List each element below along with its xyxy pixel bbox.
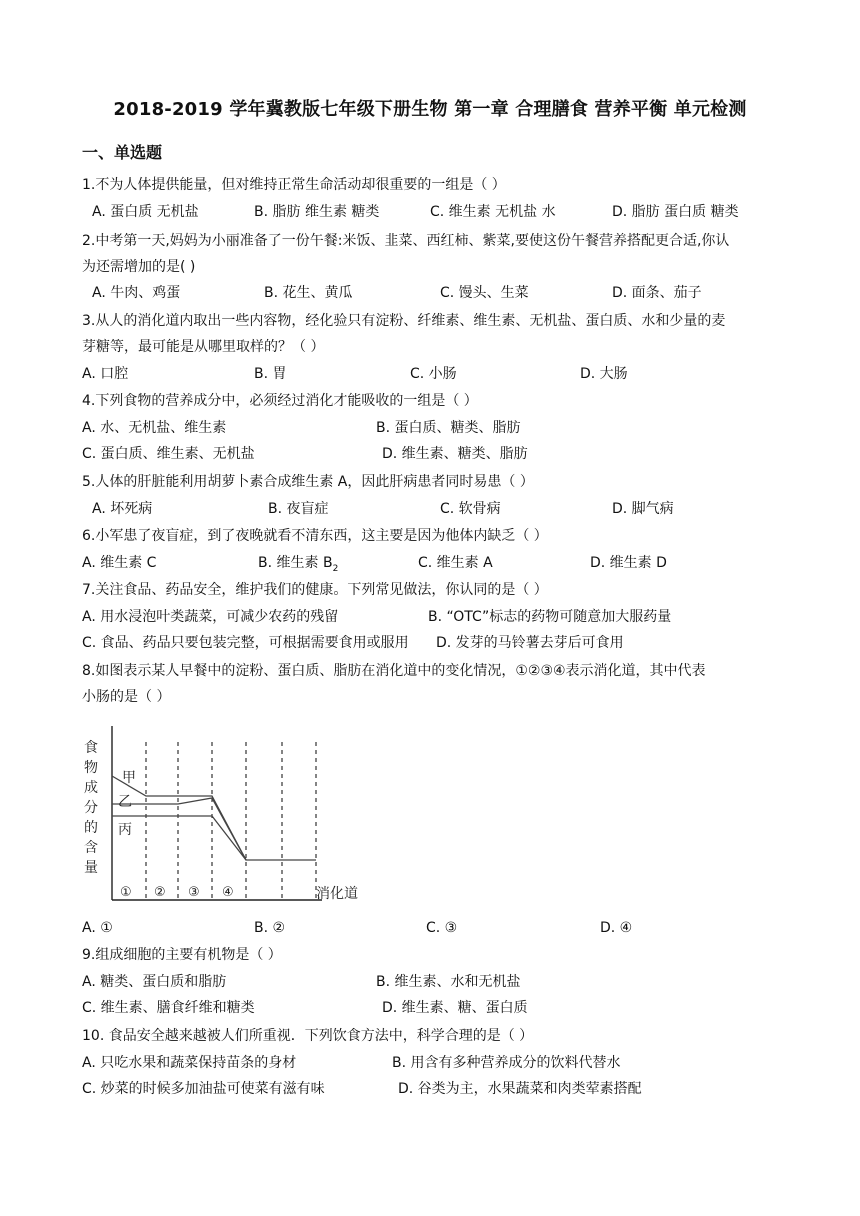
- question-2-stem-line1: 2.中考第一天,妈妈为小丽准备了一份午餐:米饭、韭菜、西红柿、紫菜,要使这份午餐营养搭配更合适,你认: [82, 233, 730, 249]
- option-c: C. 维生素 A: [418, 555, 493, 571]
- option-b: B. 维生素、水和无机盐: [376, 974, 521, 990]
- option-b: B. 夜盲症: [268, 501, 329, 517]
- question-3-stem-line2: 芽糖等，最可能是从哪里取样的？（ ）: [82, 339, 325, 355]
- curve-label-bing: 丙: [118, 822, 132, 838]
- y-axis-char: 成: [84, 780, 98, 796]
- option-d: D. 面条、茄子: [612, 285, 702, 301]
- option-b: B. 维生素 $B_2$: [258, 555, 339, 574]
- option-d: D. 发芽的马铃薯去芽后可食用: [436, 635, 624, 651]
- y-axis-char: 物: [84, 760, 98, 776]
- option-c: C. 食品、药品只要包装完整，可根据需要食用或服用: [82, 635, 409, 651]
- option-d: D. 谷类为主，水果蔬菜和肉类荤素搭配: [398, 1081, 642, 1097]
- y-axis-char: 量: [84, 860, 98, 876]
- question-9-options-row2: [82, 996, 782, 1020]
- question-4-stem: 4.下列食物的营养成分中，必须经过消化才能吸收的一组是（ ）: [82, 393, 478, 409]
- option-a: A. 坏死病: [92, 501, 153, 517]
- option-d: D. 脚气病: [612, 501, 674, 517]
- question-8-options: [82, 916, 782, 940]
- option-a: A. 用水浸泡叶类蔬菜，可减少农药的残留: [82, 609, 339, 625]
- option-c: C. 小肠: [410, 366, 457, 382]
- option-c: C. 炒菜的时候多加油盐可使菜有滋有味: [82, 1081, 325, 1097]
- option-d: D. ④: [600, 920, 633, 936]
- question-6-stem: 6.小军患了夜盲症，到了夜晚就看不清东西，这主要是因为他体内缺乏（ ）: [82, 528, 548, 544]
- option-d: D. 大肠: [580, 366, 628, 382]
- y-axis-char: 含: [84, 840, 98, 856]
- option-b: B. 蛋白质、糖类、脂肪: [376, 420, 521, 436]
- option-d: D. 维生素、糖类、脂肪: [382, 446, 528, 462]
- option-a: A. 蛋白质 无机盐: [92, 204, 199, 220]
- question-3-options: [82, 362, 782, 386]
- question-5-options: [82, 497, 782, 521]
- option-c: C. 蛋白质、维生素、无机盐: [82, 446, 255, 462]
- y-axis-char: 的: [84, 820, 98, 836]
- option-b: B. “OTC”标志的药物可随意加大服药量: [428, 609, 672, 625]
- question-4-options-row1: [82, 416, 782, 440]
- option-a: A. 牛肉、鸡蛋: [92, 285, 181, 301]
- question-9-options-row1: [82, 970, 782, 994]
- x-axis-label: 消化道: [316, 886, 358, 902]
- question-10-options-row1: [82, 1051, 782, 1075]
- question-7-stem: 7.关注食品、药品安全，维护我们的健康。下列常见做法，你认同的是（ ）: [82, 582, 548, 598]
- option-b: B. 脂肪 维生素 糖类: [254, 204, 380, 220]
- option-b: B. 胃: [254, 366, 287, 382]
- question-2-options: [82, 281, 782, 305]
- option-a: A. 口腔: [82, 366, 129, 382]
- option-c: C. 维生素 无机盐 水: [430, 204, 556, 220]
- option-c: C. 维生素、膳食纤维和糖类: [82, 1000, 255, 1016]
- option-c: C. ③: [426, 920, 458, 936]
- option-a: A. 维生素 C: [82, 555, 157, 571]
- option-a: A. ①: [82, 920, 113, 936]
- option-c: C. 软骨病: [440, 501, 501, 517]
- curve-label-yi: 乙: [118, 794, 132, 810]
- option-a: A. 只吃水果和蔬菜保持苗条的身材: [82, 1055, 297, 1071]
- option-b: B. 用含有多种营养成分的饮料代替水: [392, 1055, 621, 1071]
- option-d: D. 维生素 D: [590, 555, 667, 571]
- question-1-stem: 1.不为人体提供能量，但对维持正常生命活动却很重要的一组是（ ）: [82, 177, 506, 193]
- curve-yi: [112, 798, 246, 860]
- y-axis-label: [84, 740, 102, 876]
- question-7-options-row2: [82, 631, 782, 655]
- question-8-stem-line1: 8.如图表示某人早餐中的淀粉、蛋白质、脂肪在消化道中的变化情况，①②③④表示消化道，其中代表: [82, 663, 706, 679]
- section-label-4: ④: [222, 885, 234, 900]
- option-d: D. 脂肪 蛋白质 糖类: [612, 204, 739, 220]
- document-title: 2018-2019 学年冀教版七年级下册生物 第一章 合理膳食 营养平衡 单元检测: [113, 99, 747, 120]
- question-3-stem-line1: 3.从人的消化道内取出一些内容物，经化验只有淀粉、纤维素、维生素、无机盐、蛋白质、水和少量的麦: [82, 313, 726, 329]
- y-axis-char: 分: [84, 800, 98, 816]
- subscript: 2: [332, 563, 339, 574]
- digestion-chart: [82, 718, 422, 908]
- question-7-options-row1: [82, 605, 782, 629]
- y-axis-char: 食: [84, 740, 98, 756]
- question-2-stem-line2: 为还需增加的是( ): [82, 259, 196, 275]
- option-c: C. 馒头、生菜: [440, 285, 529, 301]
- question-8-stem-line2: 小肠的是（ ）: [82, 689, 171, 705]
- option-b: B. ②: [254, 920, 286, 936]
- option-d: D. 维生素、糖、蛋白质: [382, 1000, 528, 1016]
- option-a: A. 糖类、蛋白质和脂肪: [82, 974, 227, 990]
- question-4-options-row2: [82, 442, 782, 466]
- question-10-stem: 10. 食品安全越来越被人们所重视．下列饮食方法中，科学合理的是（ ）: [82, 1028, 534, 1044]
- section-label-3: ③: [188, 885, 200, 900]
- option-b: B. 花生、黄瓜: [264, 285, 353, 301]
- section-label-2: ②: [154, 885, 166, 900]
- question-9-stem: 9.组成细胞的主要有机物是（ ）: [82, 947, 282, 963]
- section-dividers: [146, 742, 316, 900]
- question-6-options: [82, 551, 782, 575]
- question-10-options-row2: [82, 1077, 782, 1101]
- option-a: A. 水、无机盐、维生素: [82, 420, 227, 436]
- question-5-stem: 5.人体的肝脏能利用胡萝卜素合成维生素 A，因此肝病患者同时易患（ ）: [82, 474, 534, 490]
- section-label-1: ①: [120, 885, 132, 900]
- question-1-options: [82, 200, 782, 224]
- section-heading: 一、单选题: [82, 143, 163, 162]
- curve-label-jia: 甲: [122, 770, 136, 786]
